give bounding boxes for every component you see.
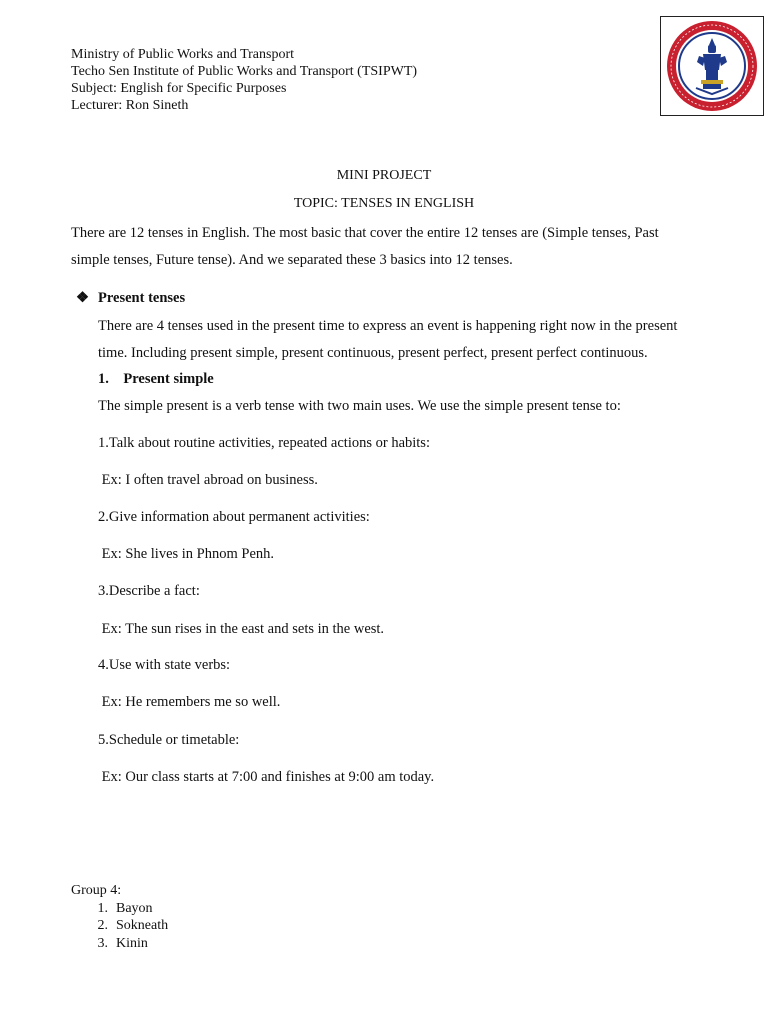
present-simple-line: Ex: He remembers me so well.: [98, 694, 281, 710]
list-item: 2. Sokneath: [97, 918, 169, 933]
intro-line-2: simple tenses, Future tense). And we separated these 3 basics into 12 tenses.: [71, 252, 513, 268]
header-institute: Techo Sen Institute of Public Works and Transport (TSIPWT): [71, 64, 418, 79]
institute-logo: [660, 16, 764, 116]
document-header: [71, 46, 417, 114]
diamond-bullet-icon: ❖: [76, 290, 89, 306]
section-heading: Present tenses: [98, 290, 186, 306]
present-simple-line: 3.Describe a fact:: [98, 583, 200, 599]
list-item: 3. Kinin: [97, 935, 148, 951]
present-simple-line: 2.Give information about permanent activities:: [98, 509, 370, 525]
present-simple-line: 1.Talk about routine activities, repeated actions or habits:: [98, 435, 430, 451]
header-ministry: Ministry of Public Works and Transport: [71, 47, 295, 62]
present-simple-line: Ex: I often travel abroad on business.: [98, 472, 318, 488]
header-subject: Subject: English for Specific Purposes: [71, 81, 287, 96]
institute-seal-icon: [663, 18, 761, 114]
group-members: [71, 882, 168, 952]
present-simple-line: The simple present is a verb tense with two main uses. We use the simple present tense to:: [98, 398, 621, 414]
present-simple-line: Ex: The sun rises in the east and sets in the west.: [98, 621, 385, 637]
subsection-present-simple: 1. Present simple: [98, 371, 214, 387]
header-lecturer: Lecturer: Ron Sineth: [71, 98, 189, 113]
list-item: 1. Bayon: [97, 900, 153, 916]
document-topic: TOPIC: TENSES IN ENGLISH: [293, 196, 475, 211]
present-simple-line: Ex: She lives in Phnom Penh.: [98, 546, 275, 562]
intro-line-1: There are 12 tenses in English. The most basic that cover the entire 12 tenses are (Simple tenses, Past: [71, 225, 659, 241]
group-label: Group 4:: [71, 883, 122, 898]
document-title: MINI PROJECT: [336, 168, 432, 183]
member-list: [71, 900, 168, 953]
present-tenses-desc-2: time. Including present simple, present continuous, present perfect, present perfect continuous.: [98, 345, 648, 361]
present-simple-line: 5.Schedule or timetable:: [98, 732, 240, 748]
present-tenses-desc-1: There are 4 tenses used in the present time to express an event is happening right now in the present: [98, 318, 678, 334]
section-present-tenses: [76, 290, 185, 307]
present-simple-line: Ex: Our class starts at 7:00 and finishes at 9:00 am today.: [98, 769, 435, 785]
present-simple-line: 4.Use with state verbs:: [98, 657, 231, 673]
